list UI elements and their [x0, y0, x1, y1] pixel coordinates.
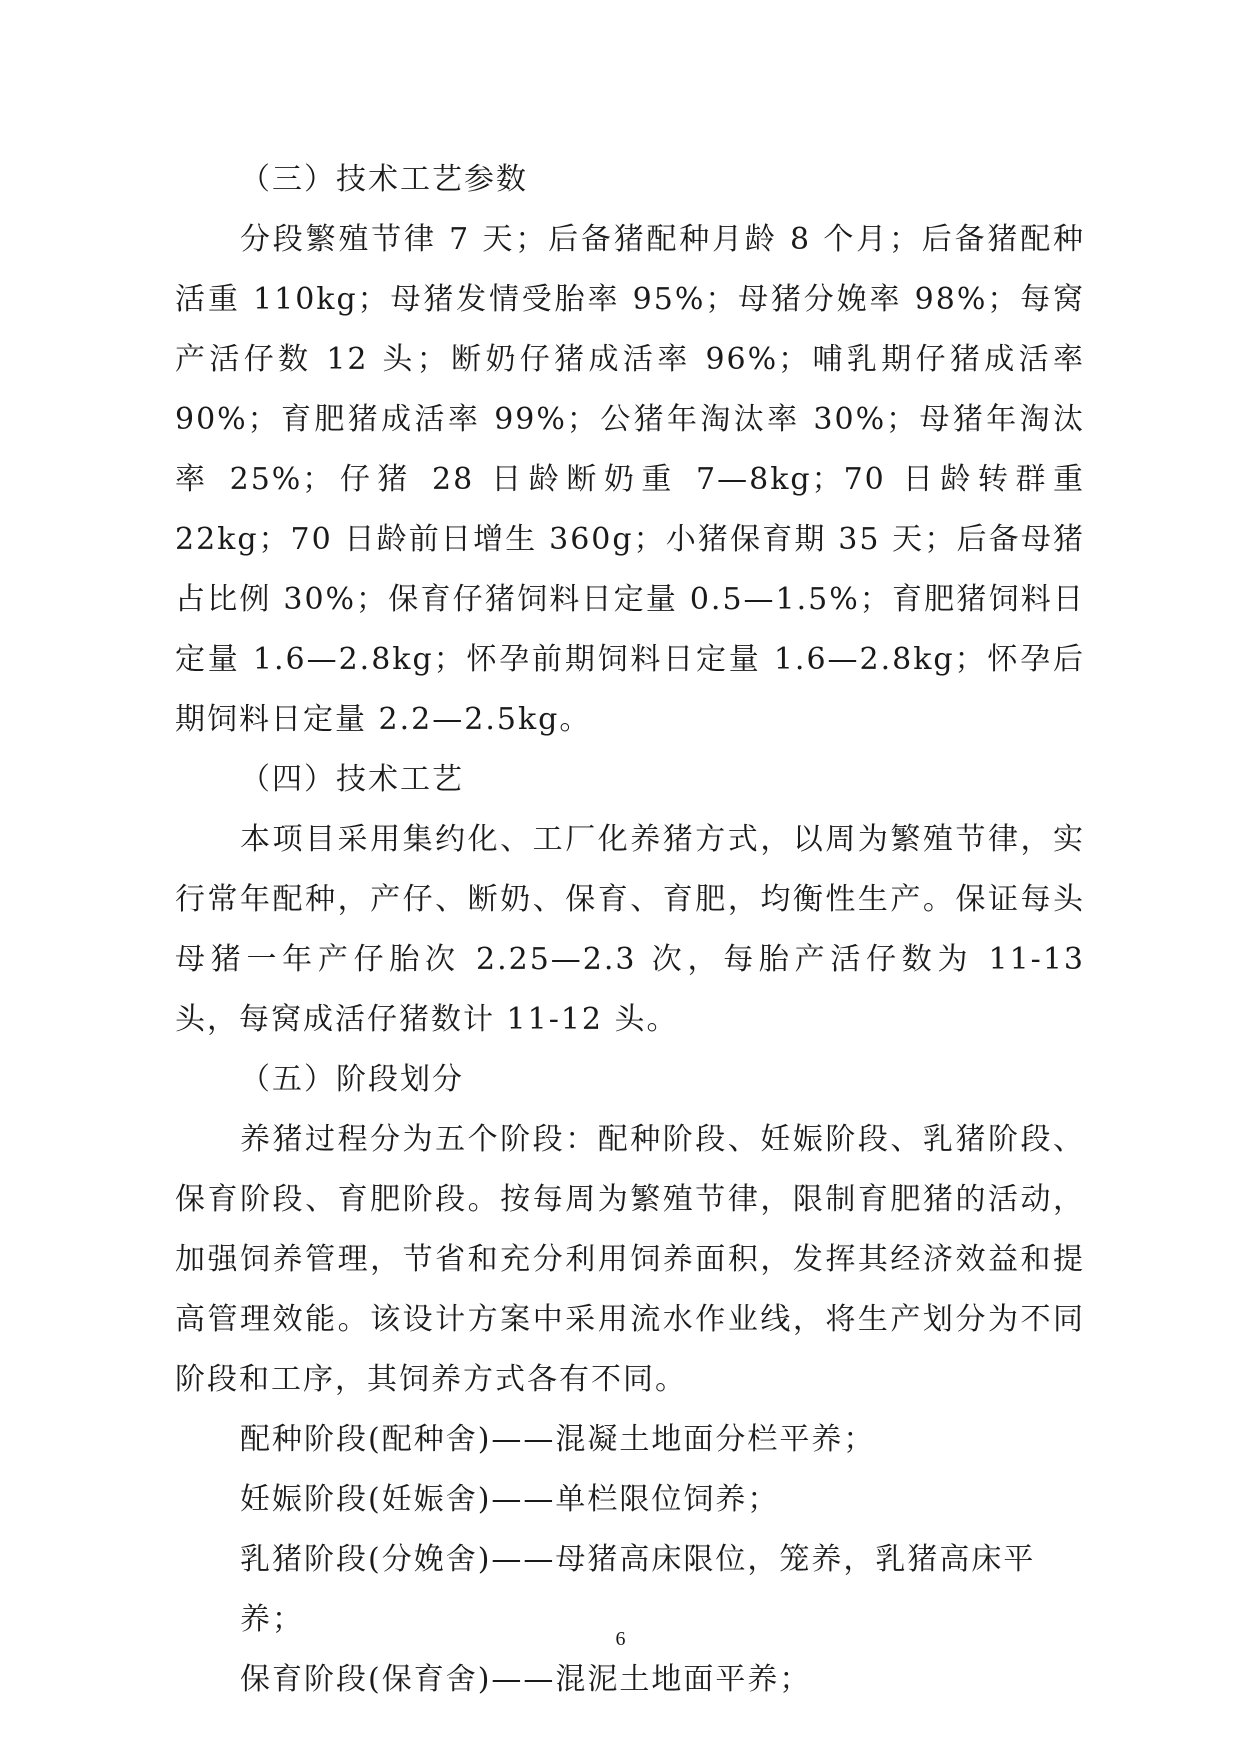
stage-item-breeding: 配种阶段(配种舍)——混凝土地面分栏平养； — [240, 1422, 876, 1457]
section-paragraph-4: 本项目采用集约化、工厂化养猪方式，以周为繁殖节律，实行常年配种，产仔、断奶、保育、育肥，均衡性生产。保证每头母猪一年产仔胎次 2.25—2.3 次，每胎产活仔数为 11-13 头，每窝成活仔猪数计 11-12 头。 — [175, 822, 1085, 1037]
stage-item-nursery: 保育阶段(保育舍)——混泥土地面平养； — [240, 1662, 812, 1697]
section-heading-5: （五）阶段划分 — [240, 1062, 464, 1097]
page-content — [175, 150, 1085, 1710]
stage-item-gestation: 妊娠阶段(妊娠舍)——单栏限位饲养； — [240, 1482, 780, 1517]
section-paragraph-3: 分段繁殖节律 7 天；后备猪配种月龄 8 个月；后备猪配种活重 110kg；母猪发情受胎率 95%；母猪分娩率 98%；每窝产活仔数 12 头；断奶仔猪成活率 96%；哺乳期仔猪成活率 90%；育肥猪成活率 99%；公猪年淘汰率 30%；母猪年淘汰率 25%；仔猪 28 日龄断奶重 7—8kg；70 日龄转群重 22kg；70 日龄前日增生 360g；小猪保育期 35 天；后备母猪占比例 30%；保育仔猪饲料日定量 0.5—1.5%；育肥猪饲料日定量 1.6—2.8kg；怀孕前期饲料日定量 1.6—2.8kg；怀孕后期饲料日定量 2.2—2.5kg。 — [175, 222, 1085, 737]
page-number: 6 — [615, 1628, 626, 1650]
section-heading-3: （三）技术工艺参数 — [240, 162, 528, 197]
section-heading-4: （四）技术工艺 — [240, 762, 464, 797]
section-paragraph-5: 养猪过程分为五个阶段：配种阶段、妊娠阶段、乳猪阶段、保育阶段、育肥阶段。按每周为繁殖节律，限制育肥猪的活动，加强饲养管理，节省和充分利用饲养面积，发挥其经济效益和提高管理效能。该设计方案中采用流水作业线，将生产划分为不同阶段和工序，其饲养方式各有不同。 — [175, 1122, 1085, 1397]
stage-item-farrowing: 乳猪阶段(分娩舍)——母猪高床限位，笼养，乳猪高床平养； — [240, 1542, 1036, 1637]
